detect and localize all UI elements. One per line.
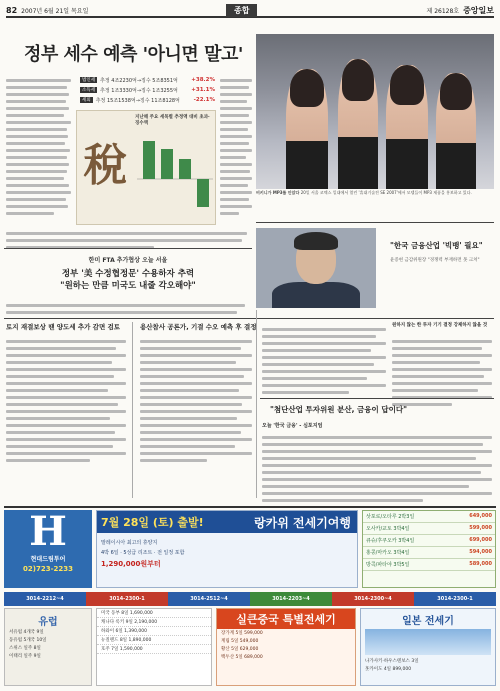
ad-line: 황산 5일 629,000 bbox=[221, 647, 259, 652]
ad-langkawi-charter[interactable] bbox=[96, 510, 358, 588]
ad-line: 서유럽 4개국 9일 bbox=[9, 630, 44, 635]
official-portrait bbox=[256, 228, 376, 308]
ad-title: 실큰중국 특별전세기 bbox=[217, 609, 355, 629]
ad-band-cell: 3014-2212~4 bbox=[4, 592, 86, 606]
quote-headline: "한국 금융산업 '빅뱅' 필요" bbox=[390, 241, 483, 250]
chart-title: 지난해 주요 세목별 추정액 대비 초과·징수액 bbox=[135, 115, 210, 126]
pkg-price: 649,000 bbox=[469, 513, 492, 519]
section-label: 종합 bbox=[226, 4, 257, 17]
tax-chart-graphic bbox=[76, 110, 216, 225]
main-headline: 정부 세수 예측 '아니면 말고' bbox=[24, 44, 243, 65]
fta-subhead: 한미 FTA 추가협상 오늘 서울 bbox=[88, 257, 168, 264]
pkg-price: 599,000 bbox=[469, 525, 492, 531]
ad-line: 장가계 5일 599,000 bbox=[221, 631, 263, 636]
ad-band-cell: 3014-2300-1 bbox=[86, 592, 168, 606]
ad-band-cell: 3014-2300~4 bbox=[332, 592, 414, 606]
ad-line: 홋카이도 4일 899,000 bbox=[365, 667, 412, 672]
pkg-price: 589,000 bbox=[469, 561, 492, 567]
ad-asia-packages[interactable] bbox=[362, 510, 496, 588]
chart-bars-graphic bbox=[77, 111, 217, 226]
ad-line: 말레이시아 최고의 휴양지 bbox=[101, 540, 158, 546]
stat-tag: 법인세 bbox=[82, 78, 96, 83]
ad-line: 미국 동부 8일 1,690,000 bbox=[97, 609, 211, 618]
divider bbox=[260, 398, 494, 399]
ad-line: 스위스 일주 8일 bbox=[9, 646, 41, 651]
fta-headline-1: 정부 '美 수정협정문' 수용하자 추력 bbox=[61, 269, 195, 279]
pkg-name: 오사카/교토 3박4일 bbox=[366, 526, 410, 532]
photo-caption-body: 20일 서울 코엑스 일대에서 열린 '휴대기술전 SE 2007'에서 모델들이 MP3 제품을 홍보하고 있다. bbox=[300, 190, 472, 195]
pkg-name: 홍콩/마카오 3박4일 bbox=[366, 550, 410, 556]
yongsan-headline: 용산참사 공론가, 기결 수오 예측 후 결정 bbox=[140, 323, 257, 331]
ad-line: 4박 6일 · 5성급 리조트 · 전 일정 포함 bbox=[101, 550, 185, 556]
ad-china-charter[interactable] bbox=[216, 608, 356, 686]
issue-number: 제 26128호 bbox=[426, 7, 460, 15]
ad-line: 캐나다 록키 9일 2,190,000 bbox=[97, 618, 211, 627]
divider bbox=[4, 248, 252, 249]
semiconductor-subhead: 오늘 '한국 금융' - 심포지엄 bbox=[262, 423, 323, 429]
divider bbox=[4, 318, 494, 319]
page-number: 82 bbox=[6, 5, 18, 15]
ad-band-cell: 3014-2203~4 bbox=[250, 592, 332, 606]
ad-line: 동유럽 5개국 10일 bbox=[9, 638, 47, 643]
stat-text: 추정 1조3330억→징수 1조3255억 bbox=[100, 87, 178, 94]
ad-line: 호주 7일 1,590,000 bbox=[97, 645, 211, 654]
article-column-3 bbox=[220, 75, 252, 219]
quote-sub: 윤증현 금감위원장 "경쟁력 부재하면 못 크쳐" bbox=[390, 258, 480, 263]
event-photo bbox=[256, 34, 494, 189]
ad-logo-letter: H bbox=[29, 508, 67, 555]
ad-phone: 02)723-2233 bbox=[23, 565, 73, 573]
ad-japan-charter[interactable] bbox=[360, 608, 496, 686]
land-tax-body bbox=[6, 336, 126, 466]
ad-phone-band bbox=[4, 592, 496, 606]
ad-brand: 현대드림투어 bbox=[30, 556, 66, 563]
photo-caption bbox=[256, 190, 494, 196]
pkg-name: 삿포로/오타루 2박3일 bbox=[366, 514, 415, 520]
ad-line: 하와이 6일 1,390,000 bbox=[97, 627, 211, 636]
pkg-price: 699,000 bbox=[469, 537, 492, 543]
ad-price: 1,290,000원부터 bbox=[101, 560, 161, 568]
ad-package-row bbox=[363, 547, 495, 559]
ad-line: 나가사키·하우스텐보스 3일 bbox=[365, 659, 419, 664]
pkg-name: 큐슈/후쿠오카 3박4일 bbox=[366, 538, 415, 544]
tax-character: 稅 bbox=[83, 140, 127, 191]
divider bbox=[256, 222, 494, 223]
page-date: 2007년 6월 21일 목요일 bbox=[21, 7, 89, 15]
ad-title: 유럽 bbox=[38, 617, 58, 628]
column-divider bbox=[132, 322, 133, 498]
article-footer-text bbox=[6, 228, 252, 253]
ad-americas[interactable] bbox=[96, 608, 212, 686]
stat-row bbox=[80, 75, 215, 85]
ad-line: 계림 5일 549,000 bbox=[221, 639, 259, 644]
newspaper-logo: 중앙일보 bbox=[463, 5, 494, 15]
ad-europe[interactable] bbox=[4, 608, 92, 686]
right-subhead: 원하지 않는 한 투자 기기 결정 강제하지 않을 것 bbox=[392, 323, 488, 328]
ad-line: 이태리 일주 9일 bbox=[9, 654, 41, 659]
semiconductor-headline: "첨단산업 투자위원 분산, 금융이 답이다" bbox=[270, 405, 408, 414]
ad-package-row bbox=[363, 559, 495, 571]
fta-headline-2: "원하는 만큼 미국도 내줄 각오해야" bbox=[60, 281, 196, 291]
ad-title: 랑카위 전세기여행 bbox=[254, 516, 351, 530]
stat-text: 추정 4조2230억→징수 5조8351억 bbox=[100, 77, 178, 84]
stat-pct: +38.2% bbox=[191, 77, 215, 83]
ad-line: 백두산 5일 689,000 bbox=[221, 655, 263, 660]
ad-date: 7월 28일 (토) 출발! bbox=[101, 516, 204, 529]
ad-image bbox=[365, 629, 491, 655]
fta-body bbox=[6, 300, 252, 318]
ad-band-cell: 3014-2300-1 bbox=[414, 592, 496, 606]
pkg-price: 594,000 bbox=[469, 549, 492, 555]
column-divider bbox=[256, 310, 257, 498]
ad-hyundai-dream-tour[interactable] bbox=[4, 510, 92, 588]
finance-body bbox=[262, 324, 386, 398]
tax-stats bbox=[80, 75, 215, 105]
stat-tag: 소득세 bbox=[82, 88, 96, 93]
stat-tag: 세외 bbox=[82, 98, 91, 103]
yongsan-body bbox=[140, 336, 252, 466]
pkg-name: 방콕/파타야 3박5일 bbox=[366, 562, 410, 568]
stat-pct: +31.1% bbox=[191, 87, 215, 93]
stat-text: 추정 15조1538억→징수 11조8128억 bbox=[95, 97, 180, 104]
stat-row bbox=[80, 85, 215, 95]
semiconductor-body bbox=[262, 432, 492, 506]
stat-row bbox=[80, 95, 215, 105]
ad-package-row bbox=[363, 511, 495, 523]
advertisement-section bbox=[4, 506, 496, 686]
stat-pct: -22.1% bbox=[193, 97, 215, 103]
article-column-1 bbox=[6, 75, 74, 219]
finance-quote bbox=[390, 240, 494, 266]
ad-band-cell: 3014-2512~4 bbox=[168, 592, 250, 606]
photo-caption-title: 비키니가 MP3를 안았다 bbox=[256, 190, 300, 195]
page-header bbox=[6, 4, 494, 18]
ad-title: 일본 전세기 bbox=[402, 616, 454, 627]
land-tax-headline: 토지 재결보상 땐 양도세 추가 감면 검토 bbox=[6, 323, 121, 331]
ad-package-row bbox=[363, 535, 495, 547]
ad-line: 뉴질랜드 8일 1,890,000 bbox=[97, 636, 211, 645]
ad-package-row bbox=[363, 523, 495, 535]
